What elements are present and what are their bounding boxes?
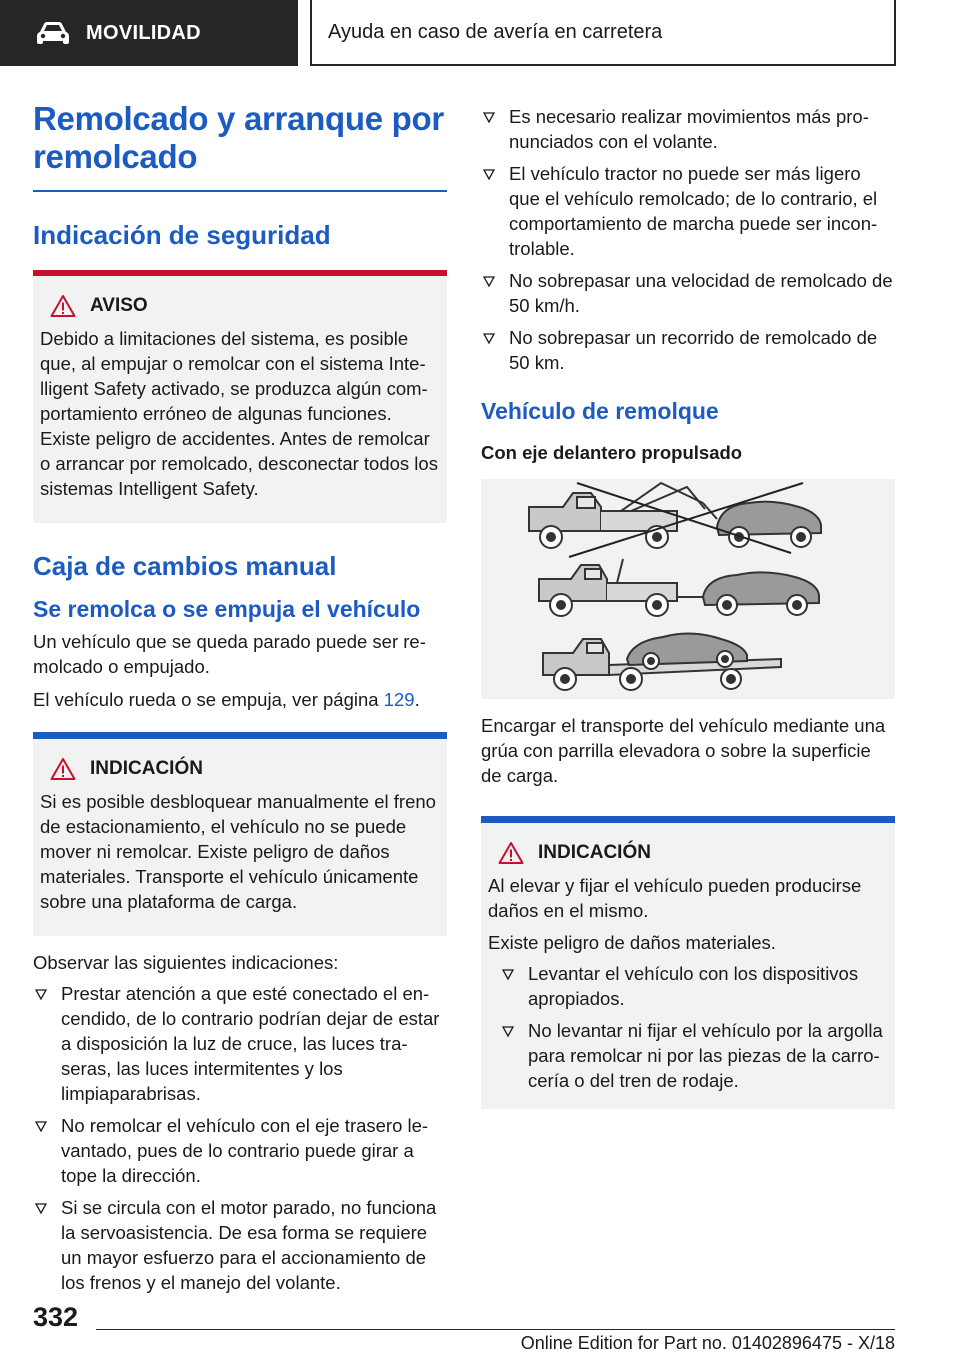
- triangle-bullet-icon: [35, 1198, 47, 1216]
- car-icon: [36, 20, 70, 46]
- notice-text: Al elevar y fijar el vehículo pueden producirse daños en el mismo.: [488, 875, 862, 921]
- transport-text: Encargar el transporte del vehículo mediante una grúa con parrilla elevadora o sobre la superficie de carga.: [481, 715, 886, 786]
- list-item: No levantar ni fijar el vehículo por la argolla para remolcar ni por las piezas de la carrocería o del tren de rodaje.: [500, 1018, 888, 1093]
- towing-methods-illustration: [481, 479, 895, 699]
- notice-title: INDICACIÓN: [538, 842, 651, 863]
- title-rule: [33, 190, 447, 192]
- warning-text: Debido a limitaciones del sistema, es posible que, al empujar o remolcar con el sistema Intelligent Safety activado, se produzca algún comportamiento erróneo de algunas funciones. Existe peligro de accidentes. Antes de remolcar o arrancar por remolcado, desconectar todos los sistemas Intelligent Safety.: [40, 328, 438, 499]
- triangle-bullet-icon: [35, 984, 47, 1002]
- warning-box: [33, 270, 447, 523]
- front-axle-heading: Con eje delantero propulsado: [481, 442, 743, 463]
- section-label: MOVILIDAD: [86, 21, 201, 44]
- right-column: [481, 104, 895, 1109]
- triangle-bullet-icon: [483, 164, 495, 182]
- list-item: El vehículo tractor no puede ser más ligero que el vehículo remolcado; de lo contrario, el comportamiento de marcha puede ser incontrolable.: [481, 161, 895, 261]
- triangle-bullet-icon: [483, 271, 495, 289]
- footer-rule: [96, 1329, 895, 1330]
- reference-text: El vehículo rueda o se empuja, ver página 129.: [33, 689, 420, 710]
- gearbox-heading: Caja de cambios manual: [33, 551, 337, 581]
- list-item: No remolcar el vehículo con el eje trasero levantado, pues de lo contrario puede girar a tope la dirección.: [33, 1113, 447, 1188]
- notice-list: [488, 961, 888, 1093]
- page-number: 332: [33, 1302, 79, 1332]
- tow-vehicle-heading: Vehículo de remolque: [481, 398, 719, 424]
- list-item: Es necesario realizar movimientos más pronunciados con el volante.: [481, 104, 895, 154]
- warning-icon: [50, 757, 76, 781]
- warning-icon: [498, 841, 524, 865]
- towing-list: [481, 104, 895, 375]
- triangle-bullet-icon: [502, 1021, 514, 1039]
- triangle-bullet-icon: [35, 1116, 47, 1134]
- list-item: Si se circula con el motor parado, no funciona la servoasistencia. De esa forma se requiere un mayor esfuerzo para el accionamiento de los frenos y el manejo del volante.: [33, 1195, 447, 1295]
- push-heading: Se remolca o se empuja el vehículo: [33, 596, 421, 622]
- safety-heading: Indicación de seguridad: [33, 220, 331, 250]
- notice-text: Existe peligro de daños materiales.: [488, 932, 776, 953]
- triangle-bullet-icon: [483, 328, 495, 346]
- instructions-list: [33, 981, 447, 1295]
- left-column: [33, 100, 447, 1302]
- warning-icon: [50, 294, 76, 318]
- notice-text: Si es posible desbloquear manualmente el freno de estacionamiento, el vehículo no se puede mover ni remolcar. Existe peligro de daños materiales. Transporte el vehículo únicamente sobre una plataforma de carga.: [40, 791, 436, 912]
- chapter-title: Ayuda en caso de avería en carretera: [328, 20, 663, 43]
- list-item: Prestar atención a que esté conectado el encendido, de lo contrario podrían dejar de estar a disposición la luz de cruce, las luces traseras, las luces intermitentes y los limpiaparabrisas.: [33, 981, 447, 1106]
- list-item: Levantar el vehículo con los dispositivos apropiados.: [500, 961, 888, 1011]
- push-text: Un vehículo que se queda parado puede ser remolcado o empujado.: [33, 631, 426, 677]
- triangle-bullet-icon: [502, 964, 514, 982]
- list-item: No sobrepasar un recorrido de remolcado de 50 km.: [481, 325, 895, 375]
- notice-box-right: [481, 816, 895, 1109]
- edition-text: Online Edition for Part no. 01402896475 - X/18: [520, 1333, 895, 1353]
- notice-title: INDICACIÓN: [90, 758, 203, 779]
- chapter-tab[interactable]: [310, 0, 896, 66]
- warning-title: AVISO: [90, 295, 148, 316]
- page-link[interactable]: 129: [383, 689, 415, 710]
- section-tab[interactable]: [0, 0, 298, 66]
- page-title: Remolcado y arranque por remolcado: [33, 100, 444, 175]
- tow-trucks-illustration: [481, 479, 895, 699]
- observe-text: Observar las siguientes indicaciones:: [33, 952, 339, 973]
- notice-box: [33, 732, 447, 936]
- list-item: No sobrepasar una velocidad de remolcado de 50 km/h.: [481, 268, 895, 318]
- triangle-bullet-icon: [483, 107, 495, 125]
